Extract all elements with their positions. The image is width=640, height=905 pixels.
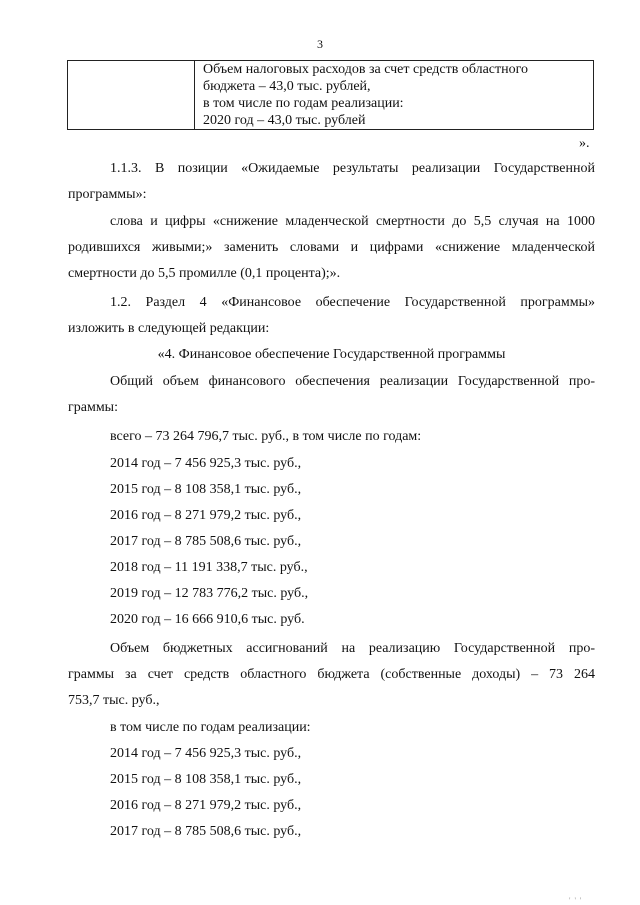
financing-year-2015: 2015 год – 8 108 358,1 тыс. руб.,	[110, 482, 302, 497]
total-financing-all: всего – 73 264 796,7 тыс. руб., в том числе по годам:	[110, 429, 422, 444]
paragraph-1-2-cont: изложить в следующей редакции:	[68, 321, 270, 336]
paragraph-1-1-3: 1.1.3. В позиции «Ожидаемые результаты реализации Государственной	[110, 161, 595, 176]
financing-year-2020: 2020 год – 16 666 910,6 тыс. руб.	[110, 612, 305, 627]
section-4-heading: «4. Финансовое обеспечение Государственной программы	[157, 347, 506, 362]
budget-year-2014: 2014 год – 7 456 925,3 тыс. руб.,	[110, 746, 302, 761]
financing-year-2016: 2016 год – 8 271 979,2 тыс. руб.,	[110, 508, 302, 523]
table-row	[68, 61, 594, 130]
paragraph-1-1-3-cont: программы»:	[68, 187, 147, 202]
table-line: Объем налоговых расходов за счет средств областного	[203, 62, 529, 77]
page-number: 3	[317, 37, 323, 51]
total-financing-intro: Общий объем финансового обеспечения реализации Государственной про-	[110, 374, 595, 389]
financing-year-2018: 2018 год – 11 191 338,7 тыс. руб.,	[110, 560, 308, 575]
paragraph-words-1: слова и цифры «снижение младенческой смертности до 5,5 случая на 1000	[110, 214, 595, 229]
financing-year-2017: 2017 год – 8 785 508,6 тыс. руб.,	[110, 534, 302, 549]
budget-year-2017: 2017 год – 8 785 508,6 тыс. руб.,	[110, 824, 302, 839]
table-line: бюджета – 43,0 тыс. рублей,	[203, 79, 371, 94]
financing-year-2019: 2019 год – 12 783 776,2 тыс. руб.,	[110, 586, 309, 601]
paragraph-words-3: смертности до 5,5 промилле (0,1 процента);».	[68, 266, 341, 281]
scan-mark: ' ' '	[569, 896, 583, 905]
budget-year-2016: 2016 год – 8 271 979,2 тыс. руб.,	[110, 798, 302, 813]
table-cell-empty	[68, 61, 195, 130]
total-financing-intro-cont: граммы:	[68, 400, 118, 415]
table-line: в том числе по годам реализации:	[203, 96, 404, 111]
financing-year-2014: 2014 год – 7 456 925,3 тыс. руб.,	[110, 456, 302, 471]
budget-year-2015: 2015 год – 8 108 358,1 тыс. руб.,	[110, 772, 302, 787]
closing-quote: ».	[579, 136, 590, 151]
budget-allocations-intro-2: граммы за счет средств областного бюджета (собственные доходы) – 73 264	[68, 667, 595, 682]
budget-allocations-intro-3: 753,7 тыс. руб.,	[68, 693, 160, 708]
budget-by-year-intro: в том числе по годам реализации:	[110, 720, 311, 735]
program-table-fragment	[67, 60, 594, 130]
table-cell-tax-expenditures	[195, 61, 594, 130]
paragraph-1-2: 1.2. Раздел 4 «Финансовое обеспечение Государственной программы»	[110, 295, 595, 310]
table-line: 2020 год – 43,0 тыс. рублей	[203, 113, 366, 128]
paragraph-words-2: родившихся живыми;» заменить словами и цифрами «снижение младенческой	[68, 240, 595, 255]
budget-allocations-intro: Объем бюджетных ассигнований на реализацию Государственной про-	[110, 641, 595, 656]
